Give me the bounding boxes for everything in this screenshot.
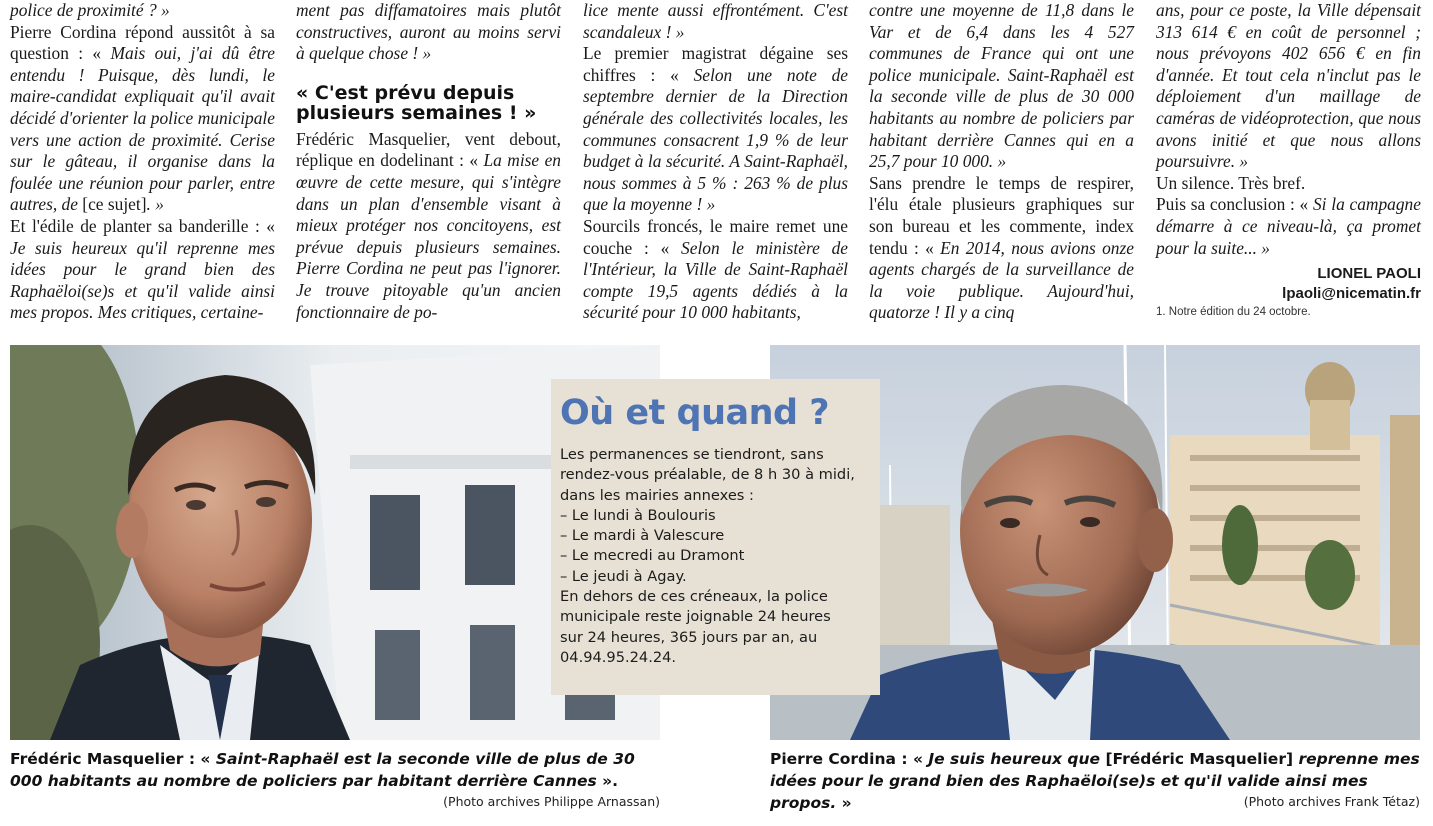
caption-name: Frédéric Masquelier : « [10, 750, 216, 768]
info-box-line: – Le mecredi au Dramont [560, 547, 745, 565]
caption-bracket: [Frédéric Masquelier] [1105, 750, 1294, 768]
article-column-3 [583, 0, 848, 324]
caption-quote: Saint-Raphaël est la seconde ville de plus de 30 000 habitants au nombre de policiers par habitant derrière Cannes [10, 750, 635, 790]
paragraph [10, 22, 275, 216]
info-box [551, 379, 880, 695]
paragraph: contre une moyenne de 11,8 dans le Var et de 6,4 dans les 4 527 communes de France qui ont une police municipale. Saint-Raphaël est la seconde ville de plus de 30 000 habitants au nombre de policiers par habitant derrière Cannes qui en a 25,7 pour 10 000. » [869, 0, 1134, 172]
paragraph-lead: Sans prendre le temps de respirer, l'élu étale plusieurs graphiques sur son bureau et les commente, index tendu : « [869, 172, 1134, 258]
quote: Si la campagne démarre à ce niveau-là, ça promet pour la suite... » [1156, 194, 1421, 258]
paragraph: ans, pour ce poste, la Ville dépensait 313 614 € en coût de personnel ; nous prévoyons 402 656 € en fin d'année. Et tout cela n'inclut pas le déploiement d'un maillage de caméras de vidéoprotection, que nous avons initié et que nous allons poursuivre. » [1156, 0, 1421, 172]
author-email: lpaoli@nicematin.fr [1282, 285, 1421, 303]
quote: En 2014, nous avions onze agents chargés de la surveillance de la voie publique. Aujourd'hui, quatorze ! Il y a cinq [869, 237, 1134, 323]
photo-credit-right: (Photo archives Frank Tétaz) [1243, 794, 1420, 809]
caption-end: ». [596, 772, 619, 790]
paragraph-lead: Pierre Cordina répond aussitôt à sa question : « [10, 21, 275, 64]
paragraph [1156, 194, 1421, 259]
photo-credit-left: (Photo archives Philippe Arnassan) [443, 794, 660, 809]
caption-end: » [836, 794, 852, 812]
info-box-line: – Le lundi à Boulouris [560, 506, 716, 524]
photo-caption-left [10, 748, 670, 792]
article-column-5 [1156, 0, 1421, 320]
paragraph-lead: Puis sa conclusion : « [1156, 194, 1313, 215]
article-column-2 [296, 0, 561, 323]
paragraph: ment pas diffamatoires mais plutôt constructives, auront au moins servi à quelque chose ! » [296, 0, 561, 64]
author-signature: LIONEL PAOLI [1317, 265, 1421, 283]
subheading: « C'est prévu depuis plusieurs semaines ! » [296, 81, 537, 124]
info-box-line: rendez-vous préalable, de 8 h 30 à midi, [560, 466, 855, 484]
info-box-title: Où et quand ? [560, 393, 830, 433]
paragraph: lice mente aussi effrontément. C'est scandaleux ! » [583, 0, 848, 42]
caption-name: Pierre Cordina : « [770, 750, 929, 768]
info-box-line: 04.94.95.24.24. [560, 648, 677, 666]
info-box-line: – Le jeudi à Agay. [560, 567, 687, 585]
article-column-1 [10, 0, 275, 324]
caption-quote: Je suis heureux que [928, 750, 1106, 768]
paragraph-lead: Frédéric Masquelier, vent debout, réplique en dodelinant : « [296, 128, 561, 171]
quote: La mise en œuvre de cette mesure, qui s'intègre dans un plan d'ensemble visant à mieux protéger nos concitoyens, est prévue depuis plusieurs semaines. Pierre Cordina ne peut pas l'ignorer. Je trouve pitoyable qu'un ancien fonctionnaire de po- [296, 150, 561, 322]
paragraph: Un silence. Très bref. [1156, 172, 1306, 193]
paragraph [583, 216, 848, 324]
info-box-line: Les permanences se tiendront, sans [560, 446, 824, 463]
bracket-text: [ce sujet] [82, 194, 147, 215]
paragraph: police de proximité ? » [10, 0, 170, 20]
caption-quote: reprenne mes idées pour le grand bien des Raphaëloi(se)s et qu'il valide ainsi mes propos. [770, 750, 1420, 812]
info-box-line: – Le mardi à Valescure [560, 527, 725, 545]
quote: Mais oui, j'ai dû être entendu ! Puisque, dès lundi, le maire-candidat expliquait qu'il avait décidé d'orienter la police municipale vers une action de proximité. Cerise sur le gâteau, il organise dans la foulée une réunion pour parler, entre autres, de [10, 43, 275, 215]
paragraph [10, 216, 275, 324]
footnote: 1. Notre édition du 24 octobre. [1156, 306, 1311, 319]
info-box-line: municipale reste joignable 24 heures [560, 608, 831, 626]
paragraph [869, 173, 1134, 324]
quote: Je suis heureux qu'il reprenne mes idées pour le grand bien des Raphaëloi(se)s et qu'il valide ainsi mes propos. Mes critiques, certaine- [10, 237, 275, 323]
paragraph-lead: Sourcils froncés, le maire remet une couche : « [583, 215, 848, 258]
quote: Selon le ministère de l'Intérieur, la Ville de Saint-Raphaël compte 19,5 agents dédiés à la sécurité pour 10 000 habitants, [583, 237, 848, 323]
paragraph [583, 43, 848, 216]
info-box-line: sur 24 heures, 365 jours par an, au [560, 628, 818, 646]
paragraph-lead: Le premier magistrat dégaine ses chiffres : « [583, 43, 848, 85]
paragraph-lead: Et l'édile de planter sa banderille : « [10, 215, 275, 236]
article-column-4 [869, 0, 1134, 324]
quote: Selon une note de septembre dernier de la Direction générale des collectivités locales, les communes consacrent 1,9 % de leur budget à la sécurité. A Saint-Raphaël, nous sommes à 5 % : 263 % de plus que la moyenne ! » [583, 64, 848, 215]
quote-end: . » [146, 194, 164, 215]
info-box-text [560, 445, 872, 668]
paragraph [296, 129, 561, 323]
info-box-line: dans les mairies annexes : [560, 486, 754, 504]
info-box-line: En dehors de ces créneaux, la police [560, 588, 828, 606]
